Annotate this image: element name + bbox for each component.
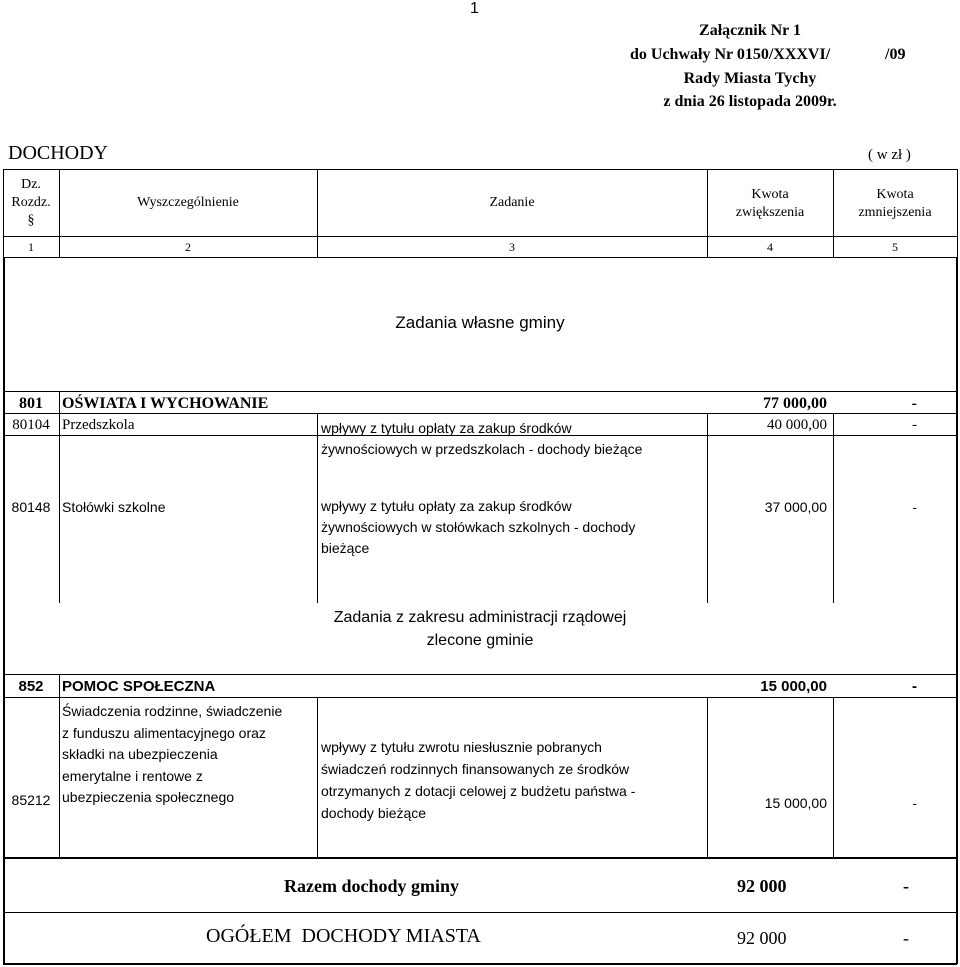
row-increase: 15 000,00 (764, 795, 827, 811)
row-decrease: - (912, 795, 917, 811)
row-code: 85212 (11, 792, 51, 808)
header-col1-line: Rozdz. (11, 195, 51, 210)
header-col4-line: zwiększenia (735, 205, 805, 220)
section2-heading-line: zlecone gminie (426, 632, 534, 649)
page-number: 1 (470, 0, 479, 17)
grid-line (317, 413, 318, 603)
total-city-decrease: - (903, 928, 909, 948)
row-name-line: składki na ubezpieczenia (62, 746, 218, 762)
totals-bottom-border (3, 963, 957, 965)
grid-line (317, 697, 318, 857)
row-task-line: żywnościowych w stołówkach szkolnych - dochody (321, 519, 636, 535)
table-bottom-border (3, 857, 957, 859)
row-name-line: ubezpieczenia społecznego (62, 789, 235, 805)
header-col1 (3, 176, 59, 230)
dept-code: 801 (19, 395, 43, 412)
dept-decrease: - (911, 395, 917, 412)
header-col5-line: zmniejszenia (858, 205, 932, 220)
header-col1-line: § (27, 213, 35, 228)
total-gmina-value: 92 000 (737, 876, 787, 896)
attachment-line-4: z dnia 26 listopada 2009r. (663, 93, 837, 110)
header-col1-line: Dz. (21, 177, 41, 192)
section2-heading-line: Zadania z zakresu administracji rządowej (333, 609, 627, 626)
section1-heading: Zadania własne gminy (395, 313, 565, 332)
row-increase: 40 000,00 (767, 417, 827, 433)
grid-line (3, 697, 957, 698)
row-decrease: - (912, 499, 917, 515)
attachment-line-2-right: /09 (885, 46, 906, 63)
column-number-3: 3 (509, 240, 515, 254)
total-gmina-label: Razem dochody gminy (284, 876, 459, 896)
row-name: Stołówki szkolne (62, 499, 166, 515)
grid-line (3, 413, 957, 414)
grid-line (3, 912, 957, 913)
unit-label: ( w zł ) (868, 147, 911, 163)
grid-line (59, 674, 60, 857)
row-name-line: emerytalne i rentowe z (62, 767, 203, 784)
grid-line (833, 697, 834, 857)
row-increase: 37 000,00 (764, 499, 827, 515)
dept-increase: 77 000,00 (763, 395, 827, 412)
header-col2: Wyszczególnienie (137, 195, 239, 210)
header-bottom-border (3, 236, 957, 237)
dept-increase: 15 000,00 (760, 678, 827, 695)
dept-name: OŚWIATA I WYCHOWANIE (62, 395, 269, 412)
column-number-2: 2 (185, 240, 191, 254)
attachment-line-3: Rady Miasta Tychy (683, 70, 817, 87)
row-task (321, 496, 635, 559)
row-name: Przedszkola (62, 417, 135, 433)
document-title: DOCHODY (8, 142, 108, 164)
grid-line (3, 674, 957, 675)
grid-line (3, 391, 957, 392)
header-col5 (833, 186, 957, 222)
header-col5-line: Kwota (876, 187, 914, 202)
row-task-line: wpływy z tytułu zwrotu niesłusznie pobranych (321, 739, 602, 755)
column-number-5: 5 (892, 240, 898, 254)
row-code: 80104 (12, 417, 50, 433)
row-task (321, 736, 635, 824)
grid-line (957, 169, 958, 257)
row-task-line: świadczeń rodzinnych finansowanych ze środków (321, 761, 630, 777)
row-task-line: bieżące (321, 540, 370, 556)
dept-code: 852 (18, 678, 44, 695)
row-decrease: - (912, 417, 917, 433)
row-task-line: dochody bieżące (321, 805, 427, 821)
section2-heading (3, 606, 957, 652)
row-name (62, 701, 282, 809)
row-code: 80148 (11, 499, 51, 515)
header-col3: Zadanie (489, 195, 535, 210)
column-number-4: 4 (767, 240, 773, 254)
total-city-value: 92 000 (737, 928, 787, 948)
row-task-line: wpływy z tytułu opłaty za zakup środków (321, 420, 572, 436)
row-task (321, 418, 642, 460)
header-col4-line: Kwota (751, 187, 789, 202)
table-top-border (3, 169, 957, 170)
grid-line (59, 391, 60, 603)
attachment-line-1: Załącznik Nr 1 (699, 22, 801, 39)
header-col4 (707, 186, 833, 222)
dept-name: POMOC SPOŁECZNA (62, 678, 216, 695)
row-task-line: żywnościowych w przedszkolach - dochody bieżące (321, 441, 643, 457)
grid-line (707, 697, 708, 857)
row-name-line: Świadczenia rodzinne, świadczenie (62, 703, 283, 719)
row-task-line: otrzymanych z dotacji celowej z budżetu państwa - (321, 783, 636, 799)
column-number-1: 1 (28, 240, 34, 254)
row-name-line: z funduszu alimentacyjnego oraz (62, 724, 266, 741)
dept-decrease: - (912, 678, 917, 695)
row-task-line: wpływy z tytułu opłaty za zakup środków (321, 498, 572, 514)
attachment-line-2-left: do Uchwały Nr 0150/XXXVI/ (630, 46, 831, 63)
total-city-label: OGÓŁEM DOCHODY MIASTA (206, 925, 481, 947)
column-numbers-bottom-border (3, 257, 957, 258)
total-gmina-decrease: - (903, 876, 909, 896)
